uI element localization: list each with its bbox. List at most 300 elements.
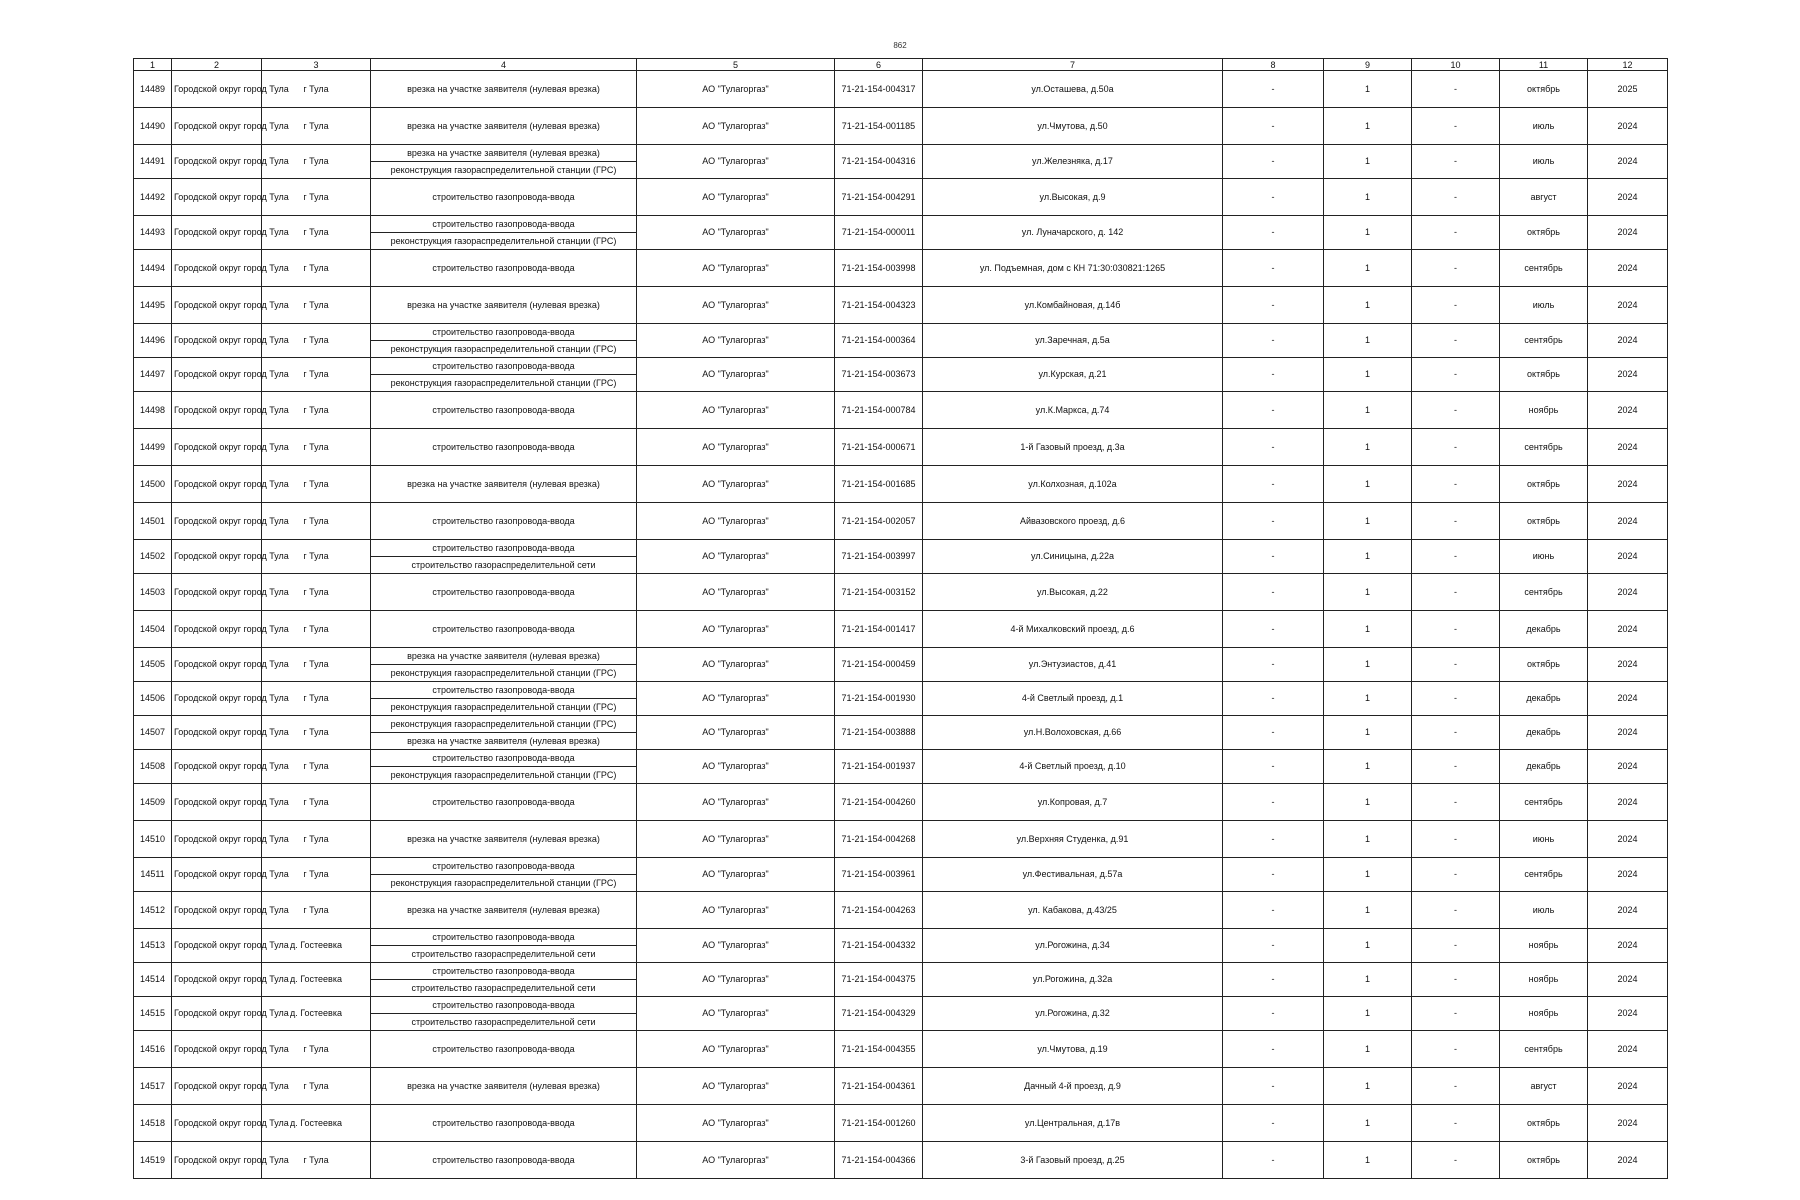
row-number-cell: 14492 (134, 179, 172, 216)
month-cell: декабрь (1500, 716, 1588, 750)
table-row (134, 821, 1668, 858)
year-cell: 2024 (1588, 784, 1668, 821)
col10-cell: - (1412, 1105, 1500, 1142)
address-cell: ул.Комбайновая, д.14б (923, 287, 1223, 324)
row-number-cell: 14497 (134, 358, 172, 392)
organization-cell: АО "Тулагоргаз" (637, 216, 835, 250)
work-type-cell: строительство газораспределительной сети (371, 557, 637, 574)
count-cell: 1 (1324, 750, 1412, 784)
year-cell: 2024 (1588, 750, 1668, 784)
year-cell: 2024 (1588, 540, 1668, 574)
row-number-cell: 14505 (134, 648, 172, 682)
col10-cell: - (1412, 648, 1500, 682)
organization-cell: АО "Тулагоргаз" (637, 392, 835, 429)
address-cell: ул.Рогожина, д.32а (923, 963, 1223, 997)
year-cell: 2024 (1588, 358, 1668, 392)
municipality-cell: Городской округ город Тула (172, 1142, 262, 1179)
locality-cell: г Тула (262, 108, 371, 145)
work-type-cell: врезка на участке заявителя (нулевая врезка) (371, 71, 637, 108)
municipality-cell: Городской округ город Тула (172, 929, 262, 963)
object-code-cell: 71-21-154-000459 (835, 648, 923, 682)
year-cell: 2024 (1588, 648, 1668, 682)
locality-cell: г Тула (262, 71, 371, 108)
locality-cell: г Тула (262, 574, 371, 611)
address-cell: 4-й Светлый проезд, д.10 (923, 750, 1223, 784)
table-row (134, 750, 1668, 767)
address-cell: 3-й Газовый проезд, д.25 (923, 1142, 1223, 1179)
object-code-cell: 71-21-154-002057 (835, 503, 923, 540)
header-cell: 9 (1324, 59, 1412, 71)
municipality-cell: Городской округ город Тула (172, 250, 262, 287)
col8-cell: - (1223, 929, 1324, 963)
header-cell: 11 (1500, 59, 1588, 71)
municipality-cell: Городской округ город Тула (172, 540, 262, 574)
col10-cell: - (1412, 179, 1500, 216)
municipality-cell: Городской округ город Тула (172, 108, 262, 145)
col8-cell: - (1223, 821, 1324, 858)
work-type-cell: строительство газопровода-ввода (371, 1105, 637, 1142)
municipality-cell: Городской округ город Тула (172, 179, 262, 216)
header-cell: 6 (835, 59, 923, 71)
col8-cell: - (1223, 997, 1324, 1031)
year-cell: 2024 (1588, 392, 1668, 429)
work-type-cell: врезка на участке заявителя (нулевая врезка) (371, 648, 637, 665)
row-number-cell: 14493 (134, 216, 172, 250)
row-number-cell: 14504 (134, 611, 172, 648)
locality-cell: г Тула (262, 784, 371, 821)
object-code-cell: 71-21-154-004263 (835, 892, 923, 929)
count-cell: 1 (1324, 682, 1412, 716)
year-cell: 2024 (1588, 287, 1668, 324)
count-cell: 1 (1324, 503, 1412, 540)
year-cell: 2024 (1588, 145, 1668, 179)
year-cell: 2024 (1588, 682, 1668, 716)
organization-cell: АО "Тулагоргаз" (637, 892, 835, 929)
work-type-cell: строительство газопровода-ввода (371, 858, 637, 875)
object-code-cell: 71-21-154-004329 (835, 997, 923, 1031)
organization-cell: АО "Тулагоргаз" (637, 503, 835, 540)
municipality-cell: Городской округ город Тула (172, 858, 262, 892)
month-cell: июль (1500, 287, 1588, 324)
header-cell: 4 (371, 59, 637, 71)
locality-cell: г Тула (262, 250, 371, 287)
organization-cell: АО "Тулагоргаз" (637, 574, 835, 611)
col8-cell: - (1223, 466, 1324, 503)
table-row (134, 1105, 1668, 1142)
year-cell: 2024 (1588, 997, 1668, 1031)
object-code-cell: 71-21-154-003997 (835, 540, 923, 574)
month-cell: сентябрь (1500, 574, 1588, 611)
col8-cell: - (1223, 892, 1324, 929)
object-code-cell: 71-21-154-003888 (835, 716, 923, 750)
table-row (134, 71, 1668, 108)
table-row (134, 1068, 1668, 1105)
work-type-cell: строительство газопровода-ввода (371, 324, 637, 341)
object-code-cell: 71-21-154-004323 (835, 287, 923, 324)
year-cell: 2024 (1588, 108, 1668, 145)
work-type-cell: строительство газопровода-ввода (371, 963, 637, 980)
address-cell: ул.Чмутова, д.50 (923, 108, 1223, 145)
address-cell: ул.Высокая, д.22 (923, 574, 1223, 611)
object-code-cell: 71-21-154-001260 (835, 1105, 923, 1142)
row-number-cell: 14515 (134, 997, 172, 1031)
month-cell: декабрь (1500, 682, 1588, 716)
municipality-cell: Городской округ город Тула (172, 429, 262, 466)
count-cell: 1 (1324, 574, 1412, 611)
address-cell: ул.Верхняя Студенка, д.91 (923, 821, 1223, 858)
locality-cell: г Тула (262, 503, 371, 540)
row-number-cell: 14500 (134, 466, 172, 503)
municipality-cell: Городской округ город Тула (172, 216, 262, 250)
organization-cell: АО "Тулагоргаз" (637, 784, 835, 821)
work-type-cell: врезка на участке заявителя (нулевая врезка) (371, 892, 637, 929)
col8-cell: - (1223, 358, 1324, 392)
month-cell: октябрь (1500, 1105, 1588, 1142)
municipality-cell: Городской округ город Тула (172, 392, 262, 429)
count-cell: 1 (1324, 858, 1412, 892)
count-cell: 1 (1324, 1031, 1412, 1068)
col10-cell: - (1412, 287, 1500, 324)
object-code-cell: 71-21-154-003673 (835, 358, 923, 392)
count-cell: 1 (1324, 179, 1412, 216)
work-type-cell: строительство газопровода-ввода (371, 250, 637, 287)
address-cell: Дачный 4-й проезд, д.9 (923, 1068, 1223, 1105)
municipality-cell: Городской округ город Тула (172, 503, 262, 540)
month-cell: сентябрь (1500, 429, 1588, 466)
organization-cell: АО "Тулагоргаз" (637, 997, 835, 1031)
col8-cell: - (1223, 784, 1324, 821)
address-cell: ул.Н.Волоховская, д.66 (923, 716, 1223, 750)
year-cell: 2024 (1588, 929, 1668, 963)
municipality-cell: Городской округ город Тула (172, 892, 262, 929)
table-row (134, 287, 1668, 324)
table-row (134, 540, 1668, 557)
work-type-cell: строительство газопровода-ввода (371, 1031, 637, 1068)
address-cell: ул.К.Маркса, д.74 (923, 392, 1223, 429)
address-cell: ул.Высокая, д.9 (923, 179, 1223, 216)
table-row (134, 611, 1668, 648)
object-code-cell: 71-21-154-004366 (835, 1142, 923, 1179)
year-cell: 2024 (1588, 963, 1668, 997)
object-code-cell: 71-21-154-004268 (835, 821, 923, 858)
col8-cell: - (1223, 287, 1324, 324)
table-row (134, 324, 1668, 341)
count-cell: 1 (1324, 216, 1412, 250)
col10-cell: - (1412, 963, 1500, 997)
work-type-cell: строительство газопровода-ввода (371, 1142, 637, 1179)
work-type-cell: строительство газораспределительной сети (371, 946, 637, 963)
locality-cell: г Тула (262, 466, 371, 503)
year-cell: 2024 (1588, 1105, 1668, 1142)
table-row (134, 216, 1668, 233)
object-code-cell: 71-21-154-000011 (835, 216, 923, 250)
locality-cell: г Тула (262, 821, 371, 858)
count-cell: 1 (1324, 108, 1412, 145)
col10-cell: - (1412, 145, 1500, 179)
header-cell: 12 (1588, 59, 1668, 71)
table-row (134, 250, 1668, 287)
month-cell: ноябрь (1500, 929, 1588, 963)
organization-cell: АО "Тулагоргаз" (637, 1105, 835, 1142)
object-code-cell: 71-21-154-003152 (835, 574, 923, 611)
year-cell: 2024 (1588, 503, 1668, 540)
work-type-cell: строительство газопровода-ввода (371, 750, 637, 767)
count-cell: 1 (1324, 392, 1412, 429)
address-cell: ул.Центральная, д.17в (923, 1105, 1223, 1142)
year-cell: 2024 (1588, 179, 1668, 216)
table-row (134, 466, 1668, 503)
work-type-cell: строительство газопровода-ввода (371, 216, 637, 233)
row-number-cell: 14507 (134, 716, 172, 750)
month-cell: сентябрь (1500, 858, 1588, 892)
row-number-cell: 14517 (134, 1068, 172, 1105)
row-number-cell: 14511 (134, 858, 172, 892)
locality-cell: г Тула (262, 716, 371, 750)
col10-cell: - (1412, 1068, 1500, 1105)
organization-cell: АО "Тулагоргаз" (637, 540, 835, 574)
month-cell: август (1500, 1068, 1588, 1105)
municipality-cell: Городской округ город Тула (172, 997, 262, 1031)
work-type-cell: врезка на участке заявителя (нулевая врезка) (371, 145, 637, 162)
count-cell: 1 (1324, 1105, 1412, 1142)
locality-cell: г Тула (262, 1068, 371, 1105)
work-type-cell: реконструкция газораспределительной станции (ГРС) (371, 233, 637, 250)
col10-cell: - (1412, 716, 1500, 750)
address-cell: ул.Энтузиастов, д.41 (923, 648, 1223, 682)
municipality-cell: Городской округ город Тула (172, 611, 262, 648)
month-cell: июль (1500, 892, 1588, 929)
organization-cell: АО "Тулагоргаз" (637, 929, 835, 963)
work-type-cell: врезка на участке заявителя (нулевая врезка) (371, 108, 637, 145)
address-cell: ул.Копровая, д.7 (923, 784, 1223, 821)
col8-cell: - (1223, 574, 1324, 611)
year-cell: 2024 (1588, 574, 1668, 611)
organization-cell: АО "Тулагоргаз" (637, 750, 835, 784)
organization-cell: АО "Тулагоргаз" (637, 1142, 835, 1179)
table-row (134, 1142, 1668, 1179)
count-cell: 1 (1324, 648, 1412, 682)
table-row (134, 963, 1668, 980)
year-cell: 2024 (1588, 250, 1668, 287)
object-code-cell: 71-21-154-003998 (835, 250, 923, 287)
locality-cell: г Тула (262, 179, 371, 216)
col8-cell: - (1223, 611, 1324, 648)
locality-cell: г Тула (262, 611, 371, 648)
col8-cell: - (1223, 540, 1324, 574)
work-type-cell: реконструкция газораспределительной станции (ГРС) (371, 767, 637, 784)
month-cell: октябрь (1500, 466, 1588, 503)
locality-cell: д. Гостеевка (262, 963, 371, 997)
month-cell: сентябрь (1500, 1031, 1588, 1068)
month-cell: ноябрь (1500, 963, 1588, 997)
col8-cell: - (1223, 503, 1324, 540)
col8-cell: - (1223, 324, 1324, 358)
col10-cell: - (1412, 392, 1500, 429)
object-code-cell: 71-21-154-001185 (835, 108, 923, 145)
locality-cell: д. Гостеевка (262, 929, 371, 963)
col10-cell: - (1412, 1142, 1500, 1179)
year-cell: 2024 (1588, 858, 1668, 892)
month-cell: октябрь (1500, 648, 1588, 682)
row-number-cell: 14518 (134, 1105, 172, 1142)
municipality-cell: Городской округ город Тула (172, 963, 262, 997)
col10-cell: - (1412, 821, 1500, 858)
month-cell: сентябрь (1500, 250, 1588, 287)
object-code-cell: 71-21-154-004260 (835, 784, 923, 821)
work-type-cell: строительство газопровода-ввода (371, 179, 637, 216)
year-cell: 2024 (1588, 611, 1668, 648)
header-cell: 10 (1412, 59, 1500, 71)
col8-cell: - (1223, 250, 1324, 287)
work-type-cell: строительство газопровода-ввода (371, 392, 637, 429)
work-type-cell: врезка на участке заявителя (нулевая врезка) (371, 821, 637, 858)
col8-cell: - (1223, 858, 1324, 892)
col10-cell: - (1412, 216, 1500, 250)
row-number-cell: 14490 (134, 108, 172, 145)
locality-cell: д. Гостеевка (262, 1105, 371, 1142)
work-type-cell: врезка на участке заявителя (нулевая врезка) (371, 1068, 637, 1105)
count-cell: 1 (1324, 611, 1412, 648)
row-number-cell: 14494 (134, 250, 172, 287)
municipality-cell: Городской округ город Тула (172, 821, 262, 858)
organization-cell: АО "Тулагоргаз" (637, 324, 835, 358)
work-type-cell: реконструкция газораспределительной станции (ГРС) (371, 341, 637, 358)
organization-cell: АО "Тулагоргаз" (637, 358, 835, 392)
organization-cell: АО "Тулагоргаз" (637, 145, 835, 179)
work-type-cell: строительство газопровода-ввода (371, 929, 637, 946)
locality-cell: д. Гостеевка (262, 997, 371, 1031)
col8-cell: - (1223, 682, 1324, 716)
col10-cell: - (1412, 358, 1500, 392)
page-number: 862 (893, 41, 907, 50)
work-type-cell: строительство газопровода-ввода (371, 682, 637, 699)
organization-cell: АО "Тулагоргаз" (637, 1068, 835, 1105)
locality-cell: г Тула (262, 750, 371, 784)
col8-cell: - (1223, 716, 1324, 750)
address-cell: ул.Рогожина, д.32 (923, 997, 1223, 1031)
row-number-cell: 14495 (134, 287, 172, 324)
locality-cell: г Тула (262, 1031, 371, 1068)
municipality-cell: Городской округ город Тула (172, 324, 262, 358)
col8-cell: - (1223, 216, 1324, 250)
locality-cell: г Тула (262, 145, 371, 179)
work-type-cell: строительство газопровода-ввода (371, 503, 637, 540)
year-cell: 2024 (1588, 716, 1668, 750)
address-cell: ул.Фестивальная, д.57а (923, 858, 1223, 892)
address-cell: ул. Подъемная, дом с КН 71:30:030821:1265 (923, 250, 1223, 287)
locality-cell: г Тула (262, 392, 371, 429)
organization-cell: АО "Тулагоргаз" (637, 287, 835, 324)
work-type-cell: реконструкция газораспределительной станции (ГРС) (371, 699, 637, 716)
locality-cell: г Тула (262, 892, 371, 929)
object-code-cell: 71-21-154-003961 (835, 858, 923, 892)
col8-cell: - (1223, 963, 1324, 997)
col8-cell: - (1223, 750, 1324, 784)
work-type-cell: строительство газопровода-ввода (371, 358, 637, 375)
locality-cell: г Тула (262, 358, 371, 392)
municipality-cell: Городской округ город Тула (172, 287, 262, 324)
work-type-cell: реконструкция газораспределительной станции (ГРС) (371, 162, 637, 179)
col8-cell: - (1223, 145, 1324, 179)
row-number-cell: 14519 (134, 1142, 172, 1179)
month-cell: октябрь (1500, 503, 1588, 540)
locality-cell: г Тула (262, 216, 371, 250)
month-cell: сентябрь (1500, 324, 1588, 358)
col10-cell: - (1412, 466, 1500, 503)
col10-cell: - (1412, 682, 1500, 716)
organization-cell: АО "Тулагоргаз" (637, 108, 835, 145)
work-type-cell: реконструкция газораспределительной станции (ГРС) (371, 375, 637, 392)
object-code-cell: 71-21-154-004317 (835, 71, 923, 108)
municipality-cell: Городской округ город Тула (172, 358, 262, 392)
address-cell: Айвазовского проезд, д.6 (923, 503, 1223, 540)
count-cell: 1 (1324, 250, 1412, 287)
organization-cell: АО "Тулагоргаз" (637, 71, 835, 108)
header-cell: 1 (134, 59, 172, 71)
count-cell: 1 (1324, 287, 1412, 324)
year-cell: 2024 (1588, 324, 1668, 358)
header-cell: 2 (172, 59, 262, 71)
month-cell: сентябрь (1500, 784, 1588, 821)
count-cell: 1 (1324, 784, 1412, 821)
locality-cell: г Тула (262, 1142, 371, 1179)
count-cell: 1 (1324, 540, 1412, 574)
row-number-cell: 14516 (134, 1031, 172, 1068)
address-cell: ул.Рогожина, д.34 (923, 929, 1223, 963)
count-cell: 1 (1324, 1142, 1412, 1179)
object-code-cell: 71-21-154-004332 (835, 929, 923, 963)
count-cell: 1 (1324, 358, 1412, 392)
header-cell: 3 (262, 59, 371, 71)
year-cell: 2024 (1588, 1031, 1668, 1068)
address-cell: 4-й Михалковский проезд, д.6 (923, 611, 1223, 648)
count-cell: 1 (1324, 997, 1412, 1031)
row-number-cell: 14491 (134, 145, 172, 179)
locality-cell: г Тула (262, 540, 371, 574)
count-cell: 1 (1324, 963, 1412, 997)
year-cell: 2024 (1588, 821, 1668, 858)
table-row (134, 716, 1668, 733)
header-cell: 8 (1223, 59, 1324, 71)
organization-cell: АО "Тулагоргаз" (637, 716, 835, 750)
col8-cell: - (1223, 71, 1324, 108)
organization-cell: АО "Тулагоргаз" (637, 179, 835, 216)
month-cell: декабрь (1500, 611, 1588, 648)
col8-cell: - (1223, 1105, 1324, 1142)
address-cell: ул.Осташева, д.50а (923, 71, 1223, 108)
object-code-cell: 71-21-154-001930 (835, 682, 923, 716)
organization-cell: АО "Тулагоргаз" (637, 821, 835, 858)
municipality-cell: Городской округ город Тула (172, 1068, 262, 1105)
col10-cell: - (1412, 429, 1500, 466)
municipality-cell: Городской округ город Тула (172, 716, 262, 750)
register-table (133, 58, 1668, 1179)
organization-cell: АО "Тулагоргаз" (637, 250, 835, 287)
organization-cell: АО "Тулагоргаз" (637, 611, 835, 648)
address-cell: ул.Колхозная, д.102а (923, 466, 1223, 503)
work-type-cell: строительство газопровода-ввода (371, 611, 637, 648)
row-number-cell: 14514 (134, 963, 172, 997)
month-cell: октябрь (1500, 1142, 1588, 1179)
work-type-cell: врезка на участке заявителя (нулевая врезка) (371, 733, 637, 750)
col8-cell: - (1223, 108, 1324, 145)
organization-cell: АО "Тулагоргаз" (637, 963, 835, 997)
col10-cell: - (1412, 250, 1500, 287)
row-number-cell: 14512 (134, 892, 172, 929)
month-cell: июнь (1500, 540, 1588, 574)
row-number-cell: 14508 (134, 750, 172, 784)
work-type-cell: реконструкция газораспределительной станции (ГРС) (371, 875, 637, 892)
